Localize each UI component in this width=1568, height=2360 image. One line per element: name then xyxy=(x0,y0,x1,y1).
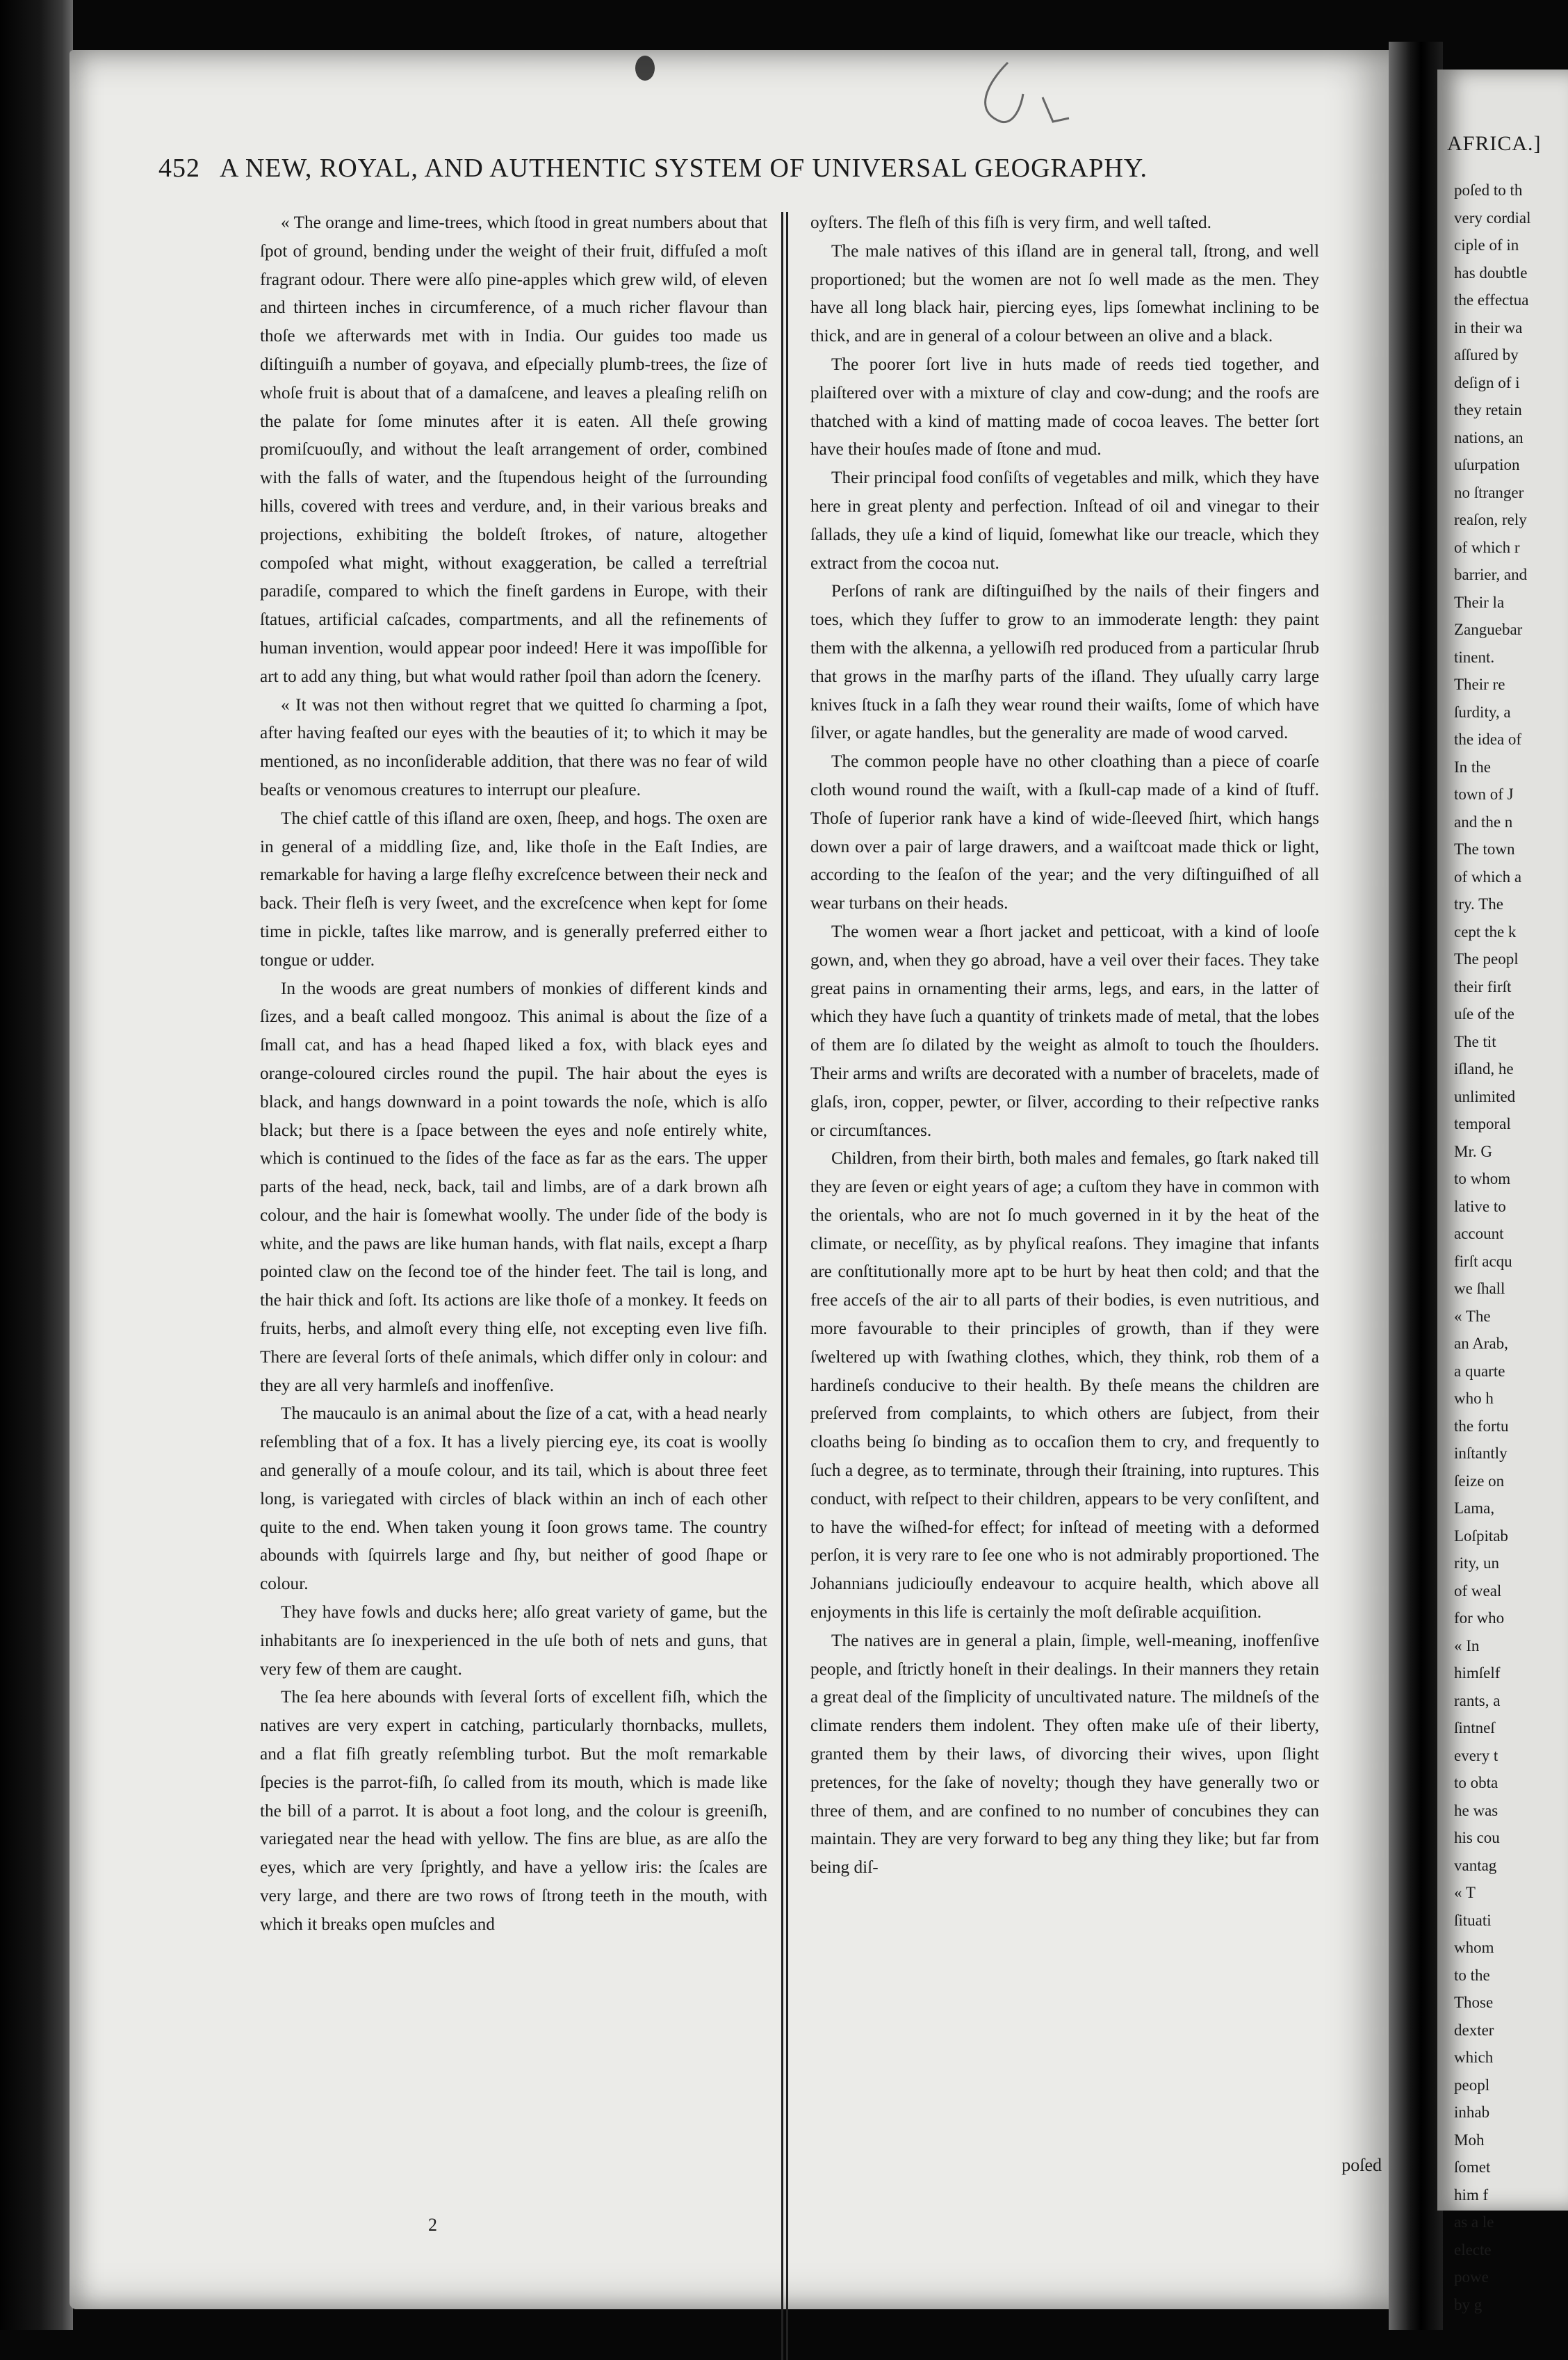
facing-page-line: The peopl xyxy=(1454,950,1519,968)
book-binding-left xyxy=(0,0,73,2330)
signature-mark: 2 xyxy=(428,2215,437,2235)
facing-page-line: Mr. G xyxy=(1454,1142,1492,1160)
facing-page-line: poſed to th xyxy=(1454,181,1523,199)
paragraph: The common people have no other cloathing than a piece of coarſe cloth wound round the waiſt, with a ſkull-cap made of a kind of ſtuff. Thoſe of ſuperior rank have a kind of wide-ſleeved ſhirt, which hangs down over a pair of large drawers, and a waiſtcoat made thick or light, according to the ſeaſon of the year; and the very diſtinguiſhed of all wear turbans on their heads. xyxy=(810,751,1319,913)
facing-page-line: reaſon, rely xyxy=(1454,511,1527,528)
facing-page-line: rity, un xyxy=(1454,1554,1499,1572)
facing-page-header: AFRICA.] xyxy=(1447,132,1542,155)
facing-page-line: powe xyxy=(1454,2268,1489,2286)
facing-page-line: iſland, he xyxy=(1454,1060,1514,1077)
facing-page-line: firſt acqu xyxy=(1454,1252,1512,1270)
facing-page-line: by g xyxy=(1454,2295,1483,2313)
facing-page-line: aſſured by xyxy=(1454,346,1519,364)
facing-page-line: to the xyxy=(1454,1966,1490,1984)
facing-page-line: In the xyxy=(1454,758,1492,776)
facing-page-line: « The xyxy=(1454,1307,1491,1325)
facing-page-line: vantag xyxy=(1454,1856,1497,1874)
facing-page-line: him f xyxy=(1454,2186,1489,2204)
paragraph: The natives are in general a plain, ſimple, well-meaning, inoffenſive people, and ſtrictly honeſt in their dealings. In their manners they retain a great deal of the ſimplicity of uncultivated nature. The mildneſs of the climate renders them indolent. They often make uſe of their liberty, granted them by their laws, of divorcing their wives, upon ſlight pretences, for the ſake of novelty; though they have generally two or three of them, and are confined to no number of concubines they can maintain. They are very forward to beg any thing they like; but far from being diſ- xyxy=(810,1630,1319,1878)
facing-page-line: The town xyxy=(1454,840,1515,858)
facing-page-line: Zanguebar xyxy=(1454,621,1523,638)
facing-page-line: has doubtle xyxy=(1454,263,1528,282)
facing-page-line: deſign of i xyxy=(1454,373,1520,391)
facing-page-line: every t xyxy=(1454,1746,1498,1764)
facing-page-line: which xyxy=(1454,2049,1494,2066)
facing-page-line: a quarte xyxy=(1454,1362,1505,1380)
facing-page-text xyxy=(1454,177,1565,2318)
facing-page-line: cept the k xyxy=(1454,922,1517,941)
facing-page-line: inſtantly xyxy=(1454,1445,1508,1462)
facing-page-line: barrier, and xyxy=(1454,566,1528,583)
paragraph: oyſters. The fleſh of this fiſh is very firm, and well taſted. xyxy=(810,213,1212,232)
facing-page-line: town of J xyxy=(1454,786,1514,803)
paragraph: The women wear a ſhort jacket and petticoat, with a kind of looſe gown, and, when they go abroad, have a veil over their faces. They take great pains in ornamenting their arms, legs, and ears, in the latter of which they have ſuch a quantity of trinkets made of metal, that the lobes of them are ſo dilated by the weight as almoſt to touch the ſhoulders. Their arms and wriſts are decorated with a number of bracelets, made of glaſs, iron, copper, pewter, or ſilver, according to their reſpective ranks or circumſtances. xyxy=(810,921,1319,1140)
facing-page-line: no ſtranger xyxy=(1454,483,1524,501)
ink-mark-icon xyxy=(626,50,667,85)
facing-page-line: account xyxy=(1454,1225,1504,1242)
facing-page-line: try. The xyxy=(1454,895,1503,913)
facing-page-line: Loſpitab xyxy=(1454,1527,1508,1545)
paragraph: Children, from their birth, both males and females, go ſtark naked till they are ſeven or eight years of age; a cuſtom they have in common with the orientals, who are not ſo much governed in it by the heat of the climate, or neceſſity, as by phyſical reaſons. They imagine that infants are conſtitutionally more apt to be hurt by heat then cold; and that the free acceſs of the air to all parts of their bodies, is even nutritious, and more favourable to their principles of growth, than if they were ſweltered up with ſwathing clothes, which, they think, rob them of a hardineſs conducive to their health. By theſe means the children are preſerved from complaints, to which others are ſubject, from their cloaths being ſo binding as to occaſion them to cry, and frequently to ſuch a degree, as to terminate, through their ſtraining, into ruptures. This conduct, with reſpect to their children, appears to be very conſiſtent, and to have the wiſhed-for effect; for inſtead of meeting with a deformed perſon, it is very rare to ſee one who is not admirably proportioned. The Johannians judiciouſly endeavour to acquire health, which above all enjoyments in this life is certainly the moſt deſirable acquiſition. xyxy=(810,1148,1319,1622)
facing-page-line: he was xyxy=(1454,1801,1498,1819)
facing-page-line: their firſt xyxy=(1454,977,1512,995)
facing-page-line: an Arab, xyxy=(1454,1335,1508,1352)
facing-page-line: of which a xyxy=(1454,868,1522,886)
facing-page-line: uſe of the xyxy=(1454,1005,1514,1023)
facing-page-line: dexter xyxy=(1454,2021,1494,2039)
paragraph: The ſea here abounds with ſeveral ſorts of excellent fiſh, which the natives are very expert in catching, particularly thornbacks, mullets, and a flat fiſh greatly reſembling turbot. But the moſt remarkable ſpecies is the parrot-fiſh, ſo called from its mouth, which is made like the bill of a parrot. It is about a foot long, and the colour is greeniſh, variegated near the head with yellow. The fins are blue, as are alſo the eyes, which are very ſprightly, and have a yellow iris: the ſcales are very large, and there are two rows of ſtrong teeth in the mouth, with which it breaks open muſcles and xyxy=(260,1687,767,1934)
facing-page-line: whom xyxy=(1454,1939,1494,1956)
paragraph: The chief cattle of this iſland are oxen, ſheep, and hogs. The oxen are in general of a middling ſize, and, like thoſe in the Eaſt Indies, are remarkable for having a large fleſhy excreſcence between their neck and back. Their fleſh is very ſweet, and the excreſcence when kept for ſome time in pickle, taſtes like marrow, and is generally preferred either to tongue or udder. xyxy=(260,808,767,970)
facing-page-line: unlimited xyxy=(1454,1087,1516,1105)
facing-page-line: rants, a xyxy=(1454,1691,1501,1709)
facing-page-line: they retain xyxy=(1454,401,1522,418)
running-title: A NEW, ROYAL, AND AUTHENTIC SYSTEM OF UNIVERSAL GEOGRAPHY. xyxy=(220,154,1148,183)
facing-page-line: Their re xyxy=(1454,676,1505,693)
book-gutter xyxy=(1389,42,1443,2330)
paragraph: « The orange and lime-trees, which ſtood in great numbers about that ſpot of ground, bending under the weight of their fruit, diffuſed a moſt fragrant odour. There were alſo pine-apples which grew wild, of eleven and thirteen inches in circumference, of a much richer flavour than thoſe we afterwards met with in India. Our guides too made us diſtinguiſh a number of goyava, and eſpecially plumb-trees, the ſize of whoſe fruit is about that of a damaſcene, and leaves a pleaſing reliſh on the palate for ſome minutes after it is eaten. All theſe growing promiſcuouſly, and without the leaſt arrangement of order, combined with the falls of water, and the ſtupendous height of the ſurrounding hills, covered with trees and verdure, and, in their various breaks and projections, exhibiting the boldeſt ſtrokes, of nature, altogether compoſed what might, without exaggeration, be called a terreſtrial paradiſe, compared to which the fineſt gardens in Europe, with their ſtatues, artificial caſcades, compartments, and all the refinements of human invention, would appear poor indeed! Here it was impoſſible for art to add any thing, but what would rather ſpoil than adorn the ſcenery. xyxy=(260,213,767,686)
paragraph: « It was not then without regret that we quitted ſo charming a ſpot, after having feaſted our eyes with the beauties of it; to which it may be mentioned, as no inconſiderable addition, that there was no fear of wild beaſts or venomous creatures to interrupt our pleaſure. xyxy=(260,694,767,799)
catchword: poſed xyxy=(1341,2155,1382,2175)
facing-page-line: uſurpation xyxy=(1454,456,1520,473)
facing-page-line: for who xyxy=(1454,1609,1505,1627)
facing-page-line: the idea of xyxy=(1454,731,1522,748)
facing-page-line: ſintneſ xyxy=(1454,1719,1495,1736)
page-number: 452 xyxy=(158,154,200,183)
column-rule xyxy=(781,212,783,2360)
facing-page-line: as a le xyxy=(1454,2213,1494,2231)
facing-page-line: of which r xyxy=(1454,538,1520,556)
facing-page-line: « T xyxy=(1454,1884,1476,1901)
facing-page-line: Lama, xyxy=(1454,1499,1495,1517)
facing-page-line: to obta xyxy=(1454,1774,1498,1791)
facing-page-line: ſeize on xyxy=(1454,1472,1505,1490)
facing-page-line: « In xyxy=(1454,1636,1480,1654)
facing-page-line: lative to xyxy=(1454,1197,1506,1215)
facing-page-line: himſelf xyxy=(1454,1664,1501,1682)
facing-page-line: nations, an xyxy=(1454,428,1524,446)
facing-page-line: ſomet xyxy=(1454,2158,1491,2176)
facing-page-line: we ſhall xyxy=(1454,1280,1505,1297)
facing-page-line: ſurdity, a xyxy=(1454,703,1511,721)
facing-page-line: ciple of in xyxy=(1454,236,1519,254)
paragraph: In the woods are great numbers of monkies of different kinds and ſizes, and a beaſt called mongooz. This animal is about the ſize of a ſmall cat, and has a head ſhaped liked a fox, with black eyes and orange-coloured circles round the pupil. The hair about the eyes is black, and hangs downward in a point towards the noſe, which is alſo black; but there is a ſpace between the eyes and noſe entirely white, which is continued to the ſides of the face as far as the ears. The upper parts of the head, neck, back, tail and limbs, are of a dark brown aſh colour, and the hair is ſomewhat woolly. The under ſide of the body is white, and the paws are like human hands, with flat nails, except a ſharp pointed claw on the ſecond toe of the hinder feet. The tail is long, and the hair thick and ſoft. Its actions are like thoſe of a monkey. It feeds on fruits, herbs, and almoſt every thing elſe, not excepting even live fiſh. There are ſeveral ſorts of theſe animals, which differ only in colour: and they are all very harmleſs and inoffenſive. xyxy=(260,978,767,1395)
pencil-scribble-icon xyxy=(959,56,1077,132)
facing-page-line: to whom xyxy=(1454,1170,1511,1187)
facing-page-line: of weal xyxy=(1454,1581,1502,1600)
facing-page-line: in their wa xyxy=(1454,318,1523,336)
facing-page-line: The tit xyxy=(1454,1032,1496,1050)
paragraph: They have fowls and ducks here; alſo great variety of game, but the inhabitants are ſo inexperienced in the uſe both of nets and guns, that very few of them are caught. xyxy=(260,1602,767,1679)
paragraph: The male natives of this iſland are in general tall, ſtrong, and well proportioned; but the women are not ſo well made as the men. They have all long black hair, piercing eyes, lips ſomewhat inclining to be thick, and are in general of a colour between an olive and a black. xyxy=(810,241,1319,346)
facing-page-line: tinent. xyxy=(1454,648,1495,666)
facing-page-line: his cou xyxy=(1454,1829,1500,1846)
facing-page-line: who h xyxy=(1454,1390,1494,1407)
facing-page-line: Those xyxy=(1454,1994,1494,2011)
left-text-column xyxy=(260,209,767,1939)
paragraph: The maucaulo is an animal about the ſize of a cat, with a head nearly reſembling that of a fox. It has a lively piercing eye, its coat is woolly and generally of a mouſe colour, and its tail, which is about three feet long, is variegated with circles of black within an inch of each other quite to the end. When taken young it ſoon grows tame. The country abounds with ſquirrels large and ſhy, but neither of good ſhape or colour. xyxy=(260,1403,767,1594)
facing-page-line: Their la xyxy=(1454,593,1505,611)
facing-page-line: very cordial xyxy=(1454,209,1531,227)
facing-page-line: Moh xyxy=(1454,2131,1485,2149)
facing-page-line: and the n xyxy=(1454,813,1513,831)
paragraph: Perſons of rank are diſtinguiſhed by the nails of their fingers and toes, which they ſuffer to grow to an immoderate length: they paint them with the alkenna, a yellowiſh red produced from a particular ſhrub that grows in the marſhy parts of the iſland. They uſually carry large knives ſtuck in a ſaſh they wear round their waiſts, ſome of which have ſilver, or agate handles, but the generality are made of wood carved. xyxy=(810,581,1319,743)
facing-page-line: temporal xyxy=(1454,1115,1511,1132)
right-text-column xyxy=(810,209,1319,1882)
facing-page-line: ſituati xyxy=(1454,1911,1492,1929)
paragraph: The poorer ſort live in huts made of reeds tied together, and plaiſtered over with a mixture of clay and cow-dung; and the roofs are thatched with a kind of matting made of cocoa leaves. The better ſort have their houſes made of ſtone and mud. xyxy=(810,354,1319,459)
facing-page-line: electe xyxy=(1454,2240,1492,2259)
page-header xyxy=(158,153,1250,184)
paragraph: Their principal food conſiſts of vegetables and milk, which they have here in great plenty and perfection. Inſtead of oil and vinegar to their ſallads, they uſe a kind of liquid, ſomewhat like our treacle, which they extract from the cocoa nut. xyxy=(810,468,1319,573)
facing-page-line: inhab xyxy=(1454,2103,1490,2121)
facing-page-line: peopl xyxy=(1454,2076,1490,2094)
facing-page-line: the fortu xyxy=(1454,1417,1509,1435)
facing-page-line: the effectua xyxy=(1454,291,1529,309)
